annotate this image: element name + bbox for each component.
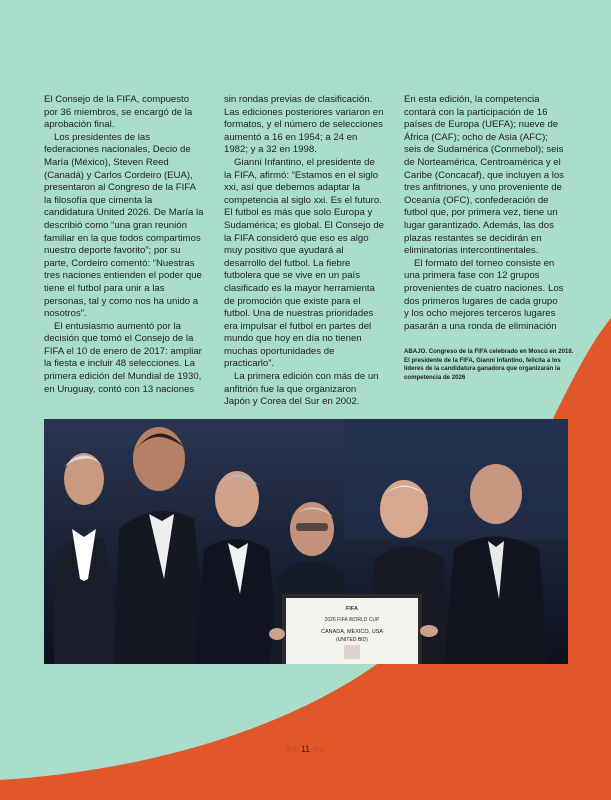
certificate-brand: FIFA [346, 606, 358, 612]
certificate-hosts: CANADA, MEXICO, USA [320, 629, 384, 635]
article-column-1 [44, 94, 204, 396]
certificate-frame [282, 594, 422, 664]
paragraph: La primera edición con más de un anfitrión fue la que organizaron Japón y Corea del Sur en 2002. [224, 371, 379, 408]
ceremony-photo [44, 419, 568, 664]
folio-ornament-left: ■■ [285, 744, 299, 754]
paragraph: El formato del torneo consiste en una primera fase con 12 grupos provenientes de cuatro naciones. Los dos primeros lugares de cada grupo y los ocho mejores terceros lugares pasarán a una ronda de eliminación [404, 257, 564, 332]
paragraph: En esta edición, la competencia contará con la participación de 16 países de Europa (UEFA); nueve de África (CAF); ocho de Asia (AFC); seis de Sudamérica (Conmebol); seis de Norteamérica, Centroamérica y el Caribe (Concacaf), que incluyen a los tres anfitriones, y uno proveniente de Oceanía (OFC), confederación de futbol que, por primera vez, tiene un lugar garantizado. Además, las dos plazas restantes se decidirán en eliminatorias intercontinentales. [404, 94, 564, 257]
paragraph: Gianni Infantino, el presidente de la FIFA, afirmó: “Estamos en el siglo xxi, así que debemos adaptar la competencia al siglo xxi. Es el futuro. El futbol es más que solo Europa y Sudamérica; es global. El Consejo de la FIFA consideró que eso es algo muy positivo que ayudará al desarrollo del futbol. La fiebre futbolera que se vive en un país clasificado es la mayor herramienta de promoción que existe para el futbol. Una de nuestras prioridades era impulsar el futbol en partes del mundo que hoy en día no tienen muchas oportunidades de practicarlo”. [224, 156, 384, 370]
paragraph: Los presidentes de las federaciones nacionales, Decio de María (México), Steven Reed (Canadá) y Carlos Cordeiro (EUA), presentaron al Congreso de la FIFA la filosofía que cimenta la candidatura United 2026. De María la describió como “una gran reunión familiar en la que todos compartimos nuestro deporte favorito”; por su parte, Cordeiro comentó: “Nuestras tres naciones entienden el poder que tiene el futbol para unir a las personas, tal y como nos ha unido a nosotros”. [44, 131, 204, 320]
folio-number: 11 [300, 744, 311, 754]
page-number [0, 744, 611, 754]
paragraph: El entusiasmo aumentó por la decisión que tomó el Consejo de la FIFA el 10 de enero de 2017: ampliar la fiesta e incluir 48 selecciones. La primera edición del Mundial de 1930, en Uruguay, contó con 13 naciones [44, 320, 202, 395]
certificate-event: 2026 FIFA WORLD CUP [324, 617, 380, 623]
paragraph: sin rondas previas de clasificación. Las ediciones posteriores variaron en formatos, y el número de selecciones aumentó a 16 en 1954; a 24 en 1982; y a 32 en 1998. [224, 94, 384, 156]
caption-lead: ABAJO. [404, 348, 428, 355]
photo-caption [404, 348, 574, 382]
caption-text: Congreso de la FIFA celebrado en Moscú en 2018. El presidente de la FIFA, Gianni Infantino, felicita a los líderes de la candidatura ganadora que organizarán la competencia de 2026 [404, 348, 574, 381]
paragraph: El Consejo de la FIFA, compuesto por 36 miembros, se encargó de la aprobación final. [44, 94, 193, 131]
article-column-3 [404, 94, 564, 333]
photo-illustration [44, 419, 568, 664]
article-column-2 [224, 94, 384, 409]
certificate-bid: (UNITED BID) [336, 637, 368, 643]
folio-ornament-right: ■■ [312, 744, 326, 754]
